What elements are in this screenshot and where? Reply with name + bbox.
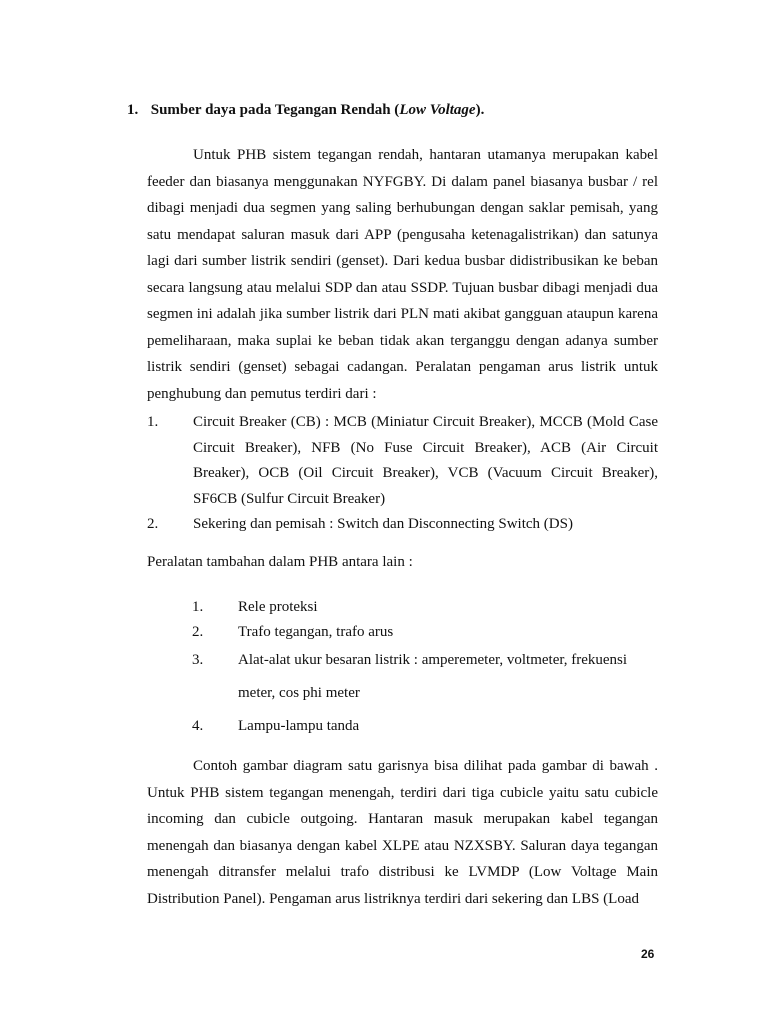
additional-equipment-list xyxy=(192,595,662,743)
list-item: 1. Circuit Breaker (CB) : MCB (Miniatur Circuit Breaker), MCCB (Mold Case Circuit Breaker), NFB (No Fuse Circuit Breaker), ACB (Air Circuit Breaker), OCB (Oil Circuit Breaker), VCB (Vacuum Circuit Breaker), SF6CB (Sulfur Circuit Breaker) xyxy=(147,414,658,507)
list-item: 1. Rele proteksi xyxy=(192,599,318,615)
additional-equipment-intro: Peralatan tambahan dalam PHB antara lain : xyxy=(147,554,413,570)
section-title: Sumber daya pada Tegangan Rendah (Low Voltage). xyxy=(150,102,485,118)
page-number: 26 xyxy=(641,947,655,961)
list-item: 2. Sekering dan pemisah : Switch dan Disconnecting Switch (DS) xyxy=(147,516,573,532)
section-number: 1. xyxy=(127,102,139,118)
paragraph-2: Contoh gambar diagram satu garisnya bisa dilihat pada gambar di bawah . Untuk PHB sistem tegangan menengah, terdiri dari tiga cubicle yaitu satu cubicle incoming dan cubicle outgoing. Hantaran masuk merupakan kabel tegangan menengah dan biasanya dengan kabel XLPE atau NZXSBY. Saluran daya tegangan menengah ditransfer melalui trafo distribusi ke LVMDP (Low Voltage Main Distribution Panel). Pengaman arus listriknya terdiri dari sekering dan LBS (Load xyxy=(147,758,658,907)
list-item: 4. Lampu-lampu tanda xyxy=(192,718,360,734)
section-heading xyxy=(127,102,484,119)
breaker-list xyxy=(147,410,658,538)
paragraph-1: Untuk PHB sistem tegangan rendah, hantaran utamanya merupakan kabel feeder dan biasanya menggunakan NYFGBY. Di dalam panel biasanya busbar / rel dibagi menjadi dua segmen yang saling berhubungan dengan saklar pemisah, yang satu mendapat saluran masuk dari APP (pengusaha ketenagalistrikan) dan satunya lagi dari sumber listrik sendiri (genset). Dari kedua busbar didistribusikan ke beban secara langsung atau melalui SDP dan atau SSDP. Tujuan busbar dibagi menjadi dua segmen ini adalah jika sumber listrik dari PLN mati akibat gangguan ataupun karena pemeliharaan, maka suplai ke beban tidak akan terganggu dengan adanya sumber listrik sendiri (genset) sebagai cadangan. Peralatan pengaman arus listrik untuk penghubung dan pemutus terdiri dari : xyxy=(147,147,658,402)
list-item: 2. Trafo tegangan, trafo arus xyxy=(192,623,394,640)
list-item: 3. Alat-alat ukur besaran listrik : amperemeter, voltmeter, frekuensi meter, cos phi meter xyxy=(192,652,628,701)
